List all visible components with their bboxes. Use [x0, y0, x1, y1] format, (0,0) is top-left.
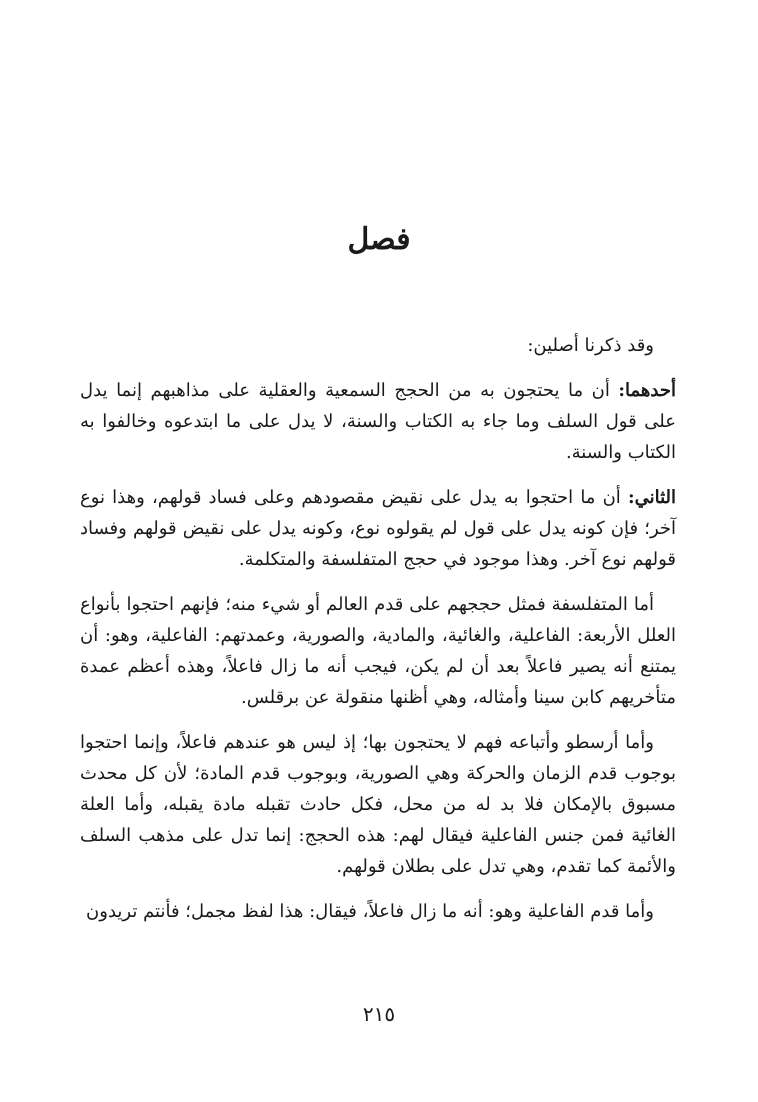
page-title: فصل	[347, 222, 411, 257]
intro-paragraph: وقد ذكرنا أصلين:	[527, 335, 654, 356]
first-principle-paragraph	[80, 375, 676, 468]
body-text	[80, 330, 676, 941]
page-number: ٢١٥	[362, 1002, 396, 1026]
first-principle-text: أن ما يحتجون به من الحجج السمعية والعقلية على مذاهبهم إنما يدل على قول السلف وما جاء به الكتاب والسنة، لا يدل على ما ابتدعوه وخالفوا به الكتاب والسنة.	[80, 380, 676, 463]
first-principle-lead: أحدهما:	[618, 380, 676, 401]
final-paragraph: وأما قدم الفاعلية وهو: أنه ما زال فاعلاً، فيقال: هذا لفظ مجمل؛ فأنتم تريدون	[86, 901, 654, 922]
philosophers-paragraph: أما المتفلسفة فمثل حججهم على قدم العالم أو شيء منه؛ فإنهم احتجوا بأنواع العلل الأربعة: الفاعلية، والغائية، والمادية، والصورية، وعمدتهم: الفاعلية، وهو: أن يمتنع أنه يصير فاعلاً بعد أن لم يكن، فيجب أنه ما زال فاعلاً، وهذه أعظم عمدة متأخريهم كابن سينا وأمثاله، وهي أظنها منقولة عن برقلس.	[80, 594, 676, 708]
second-principle-paragraph	[80, 482, 676, 575]
second-principle-lead: الثاني:	[627, 487, 676, 508]
second-principle-text: أن ما احتجوا به يدل على نقيض مقصودهم وعلى فساد قولهم، وهذا نوع آخر؛ فإن كونه يدل على قول لم يقولوه نوع، وكونه يدل على نقيض قولهم وفساد قولهم نوع آخر. وهذا موجود في حجج المتفلسفة والمتكلمة.	[80, 487, 676, 570]
aristotle-paragraph: وأما أرسطو وأتباعه فهم لا يحتجون بها؛ إذ ليس هو عندهم فاعلاً، وإنما احتجوا بوجوب قدم الزمان والحركة وهي الصورية، وبوجوب قدم المادة؛ لأن كل محدث مسبوق بالإمكان فلا بد له من محل، فكل حادث تقبله مادة يقبله، وأما العلة الغائية فمن جنس الفاعلية فيقال لهم: هذه الحجج: إنما تدل على مذهب السلف والأئمة كما تقدم، وهي تدل على بطلان قولهم.	[80, 732, 676, 877]
